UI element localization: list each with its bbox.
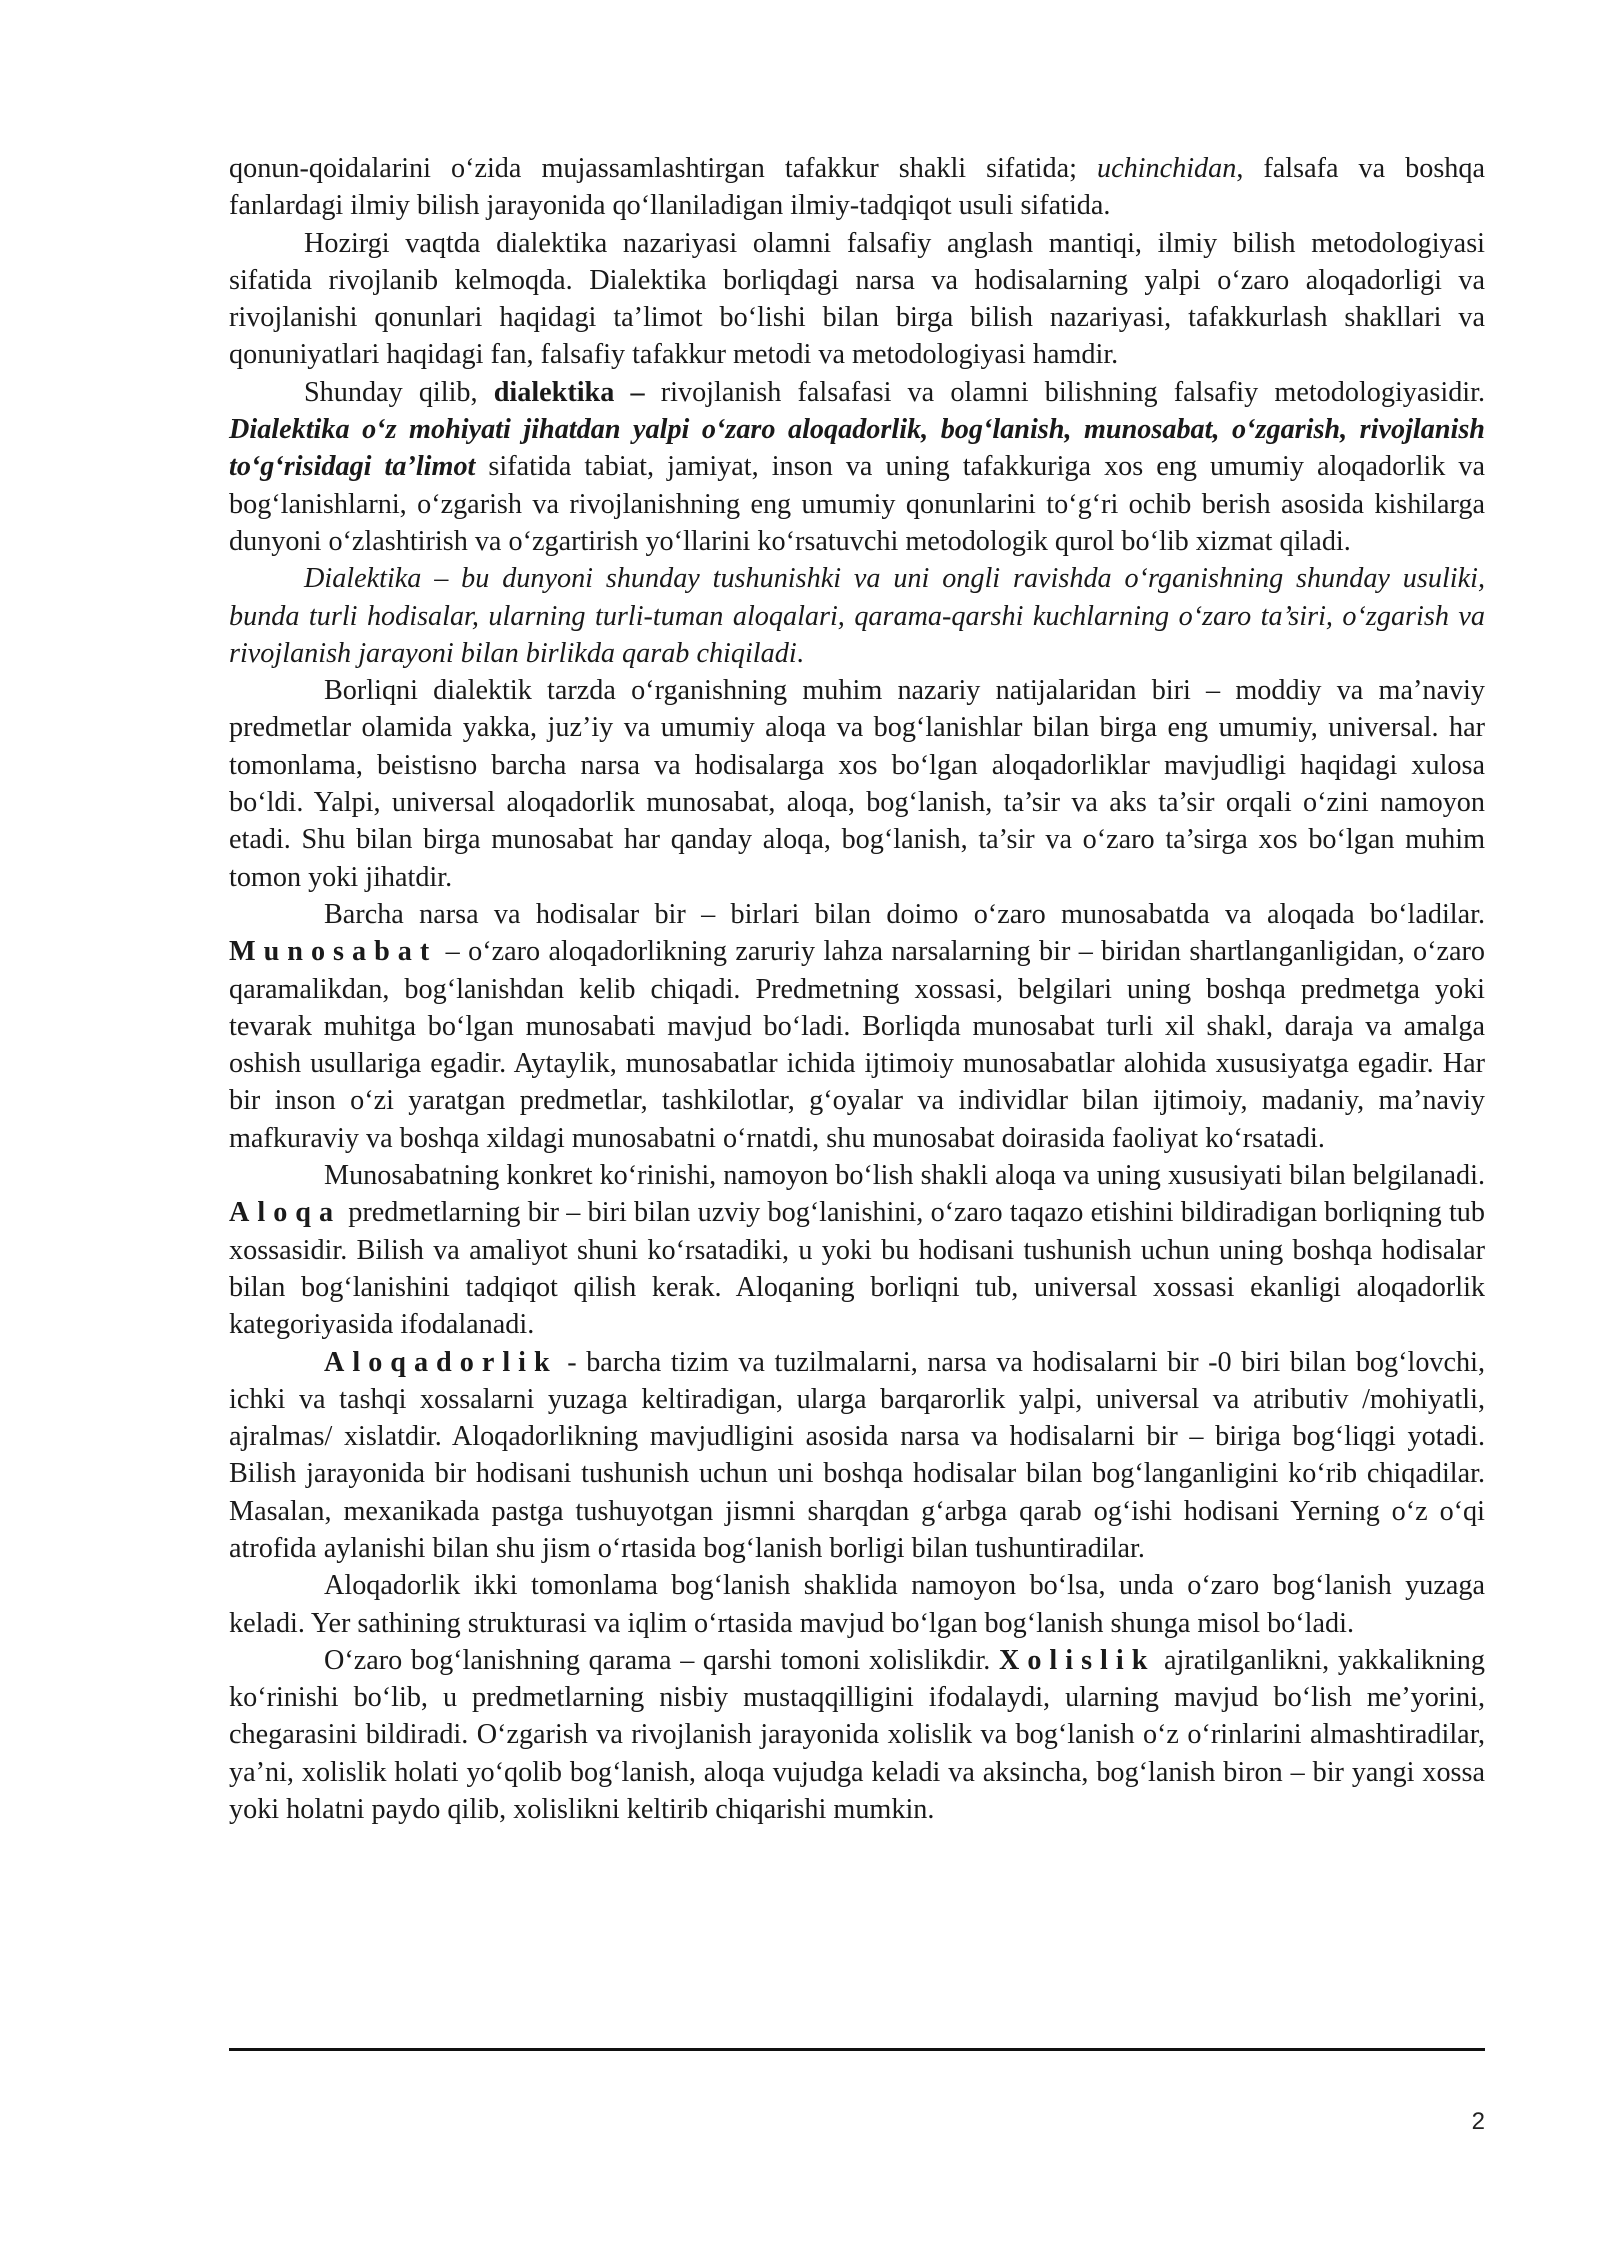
- bold-term-dialektika: dialektika –: [493, 376, 645, 408]
- text: Munosabatning konkret ko‘rinishi, namoyon bo‘lish shakli aloqa va uning xususiyati bilan belgilanadi.: [324, 1160, 1486, 1192]
- spaced-term-xolislik: Xolislik: [998, 1644, 1156, 1676]
- paragraph-2: Hozirgi vaqtda dialektika nazariyasi olamni falsafiy anglash mantiqi, ilmiy bilish metodologiyasi sifatida rivojlanib kelmoqda. Dialektika borliqdagi narsa va hodisalarning yalpi o‘zaro aloqadorligi va rivojlanishi qonunlari haqidagi ta’limot bo‘lishi bilan birga bilish nazariyasi, tafakkurlash shakllari va qonuniyatlari haqidagi fan, falsafiy tafakkur metodi va metodologiyasi hamdir.: [229, 227, 1485, 371]
- text: qonun-qoidalarini o‘zida mujassamlashtirgan tafakkur shakli sifatida;: [229, 153, 1097, 184]
- paragraph-4: Dialektika – bu dunyoni shunday tushunishki va uni ongli ravishda o‘rganishning shunday usuliki, bunda turli hodisalar, ularning turli-tuman aloqalari, qarama-qarshi kuchlarning o‘zaro ta’siri, o‘zgarish va rivojlanish jarayoni bilan birlikda qarab chiqiladi.: [229, 563, 1485, 669]
- paragraph-9: Aloqadorlik ikki tomonlama bog‘lanish shaklida namoyon bo‘lsa, unda o‘zaro bog‘lanish yuzaga keladi. Yer sathining strukturasi va iqlim o‘rtasida mavjud bo‘lgan bog‘lanish shunga misol bo‘ladi.: [229, 1570, 1485, 1639]
- page-number: 2: [1471, 2108, 1485, 2135]
- spaced-term-aloqadorlik: Aloqadorlik: [324, 1346, 558, 1378]
- paragraph-8: [229, 1344, 1485, 1568]
- text: sifatida tabiat, jamiyat, inson va uning tafakkuriga xos eng umumiy aloqadorlik va bog‘lanishlarni, o‘zgarish va rivojlanishning eng umumiy qonunlarini to‘g‘ri ochib berish asosida kishilarga dunyoni o‘zlashtirish va o‘zgartirish yo‘llarini ko‘rsatuvchi metodologik qurol bo‘lib xizmat qiladi.: [229, 451, 1485, 557]
- text: Barcha narsa va hodisalar bir – birlari bilan doimo o‘zaro munosabatda va aloqada bo‘ladilar.: [324, 898, 1485, 930]
- paragraph-5: Borliqni dialektik tarzda o‘rganishning muhim nazariy natijalaridan biri – moddiy va ma’naviy predmetlar olamida yakka, juz’iy va umumiy aloqa va bog‘lanishlar bilan birga eng umumiy, universal. har tomonlama, beistisno barcha narsa va hodisalarga xos bo‘lgan aloqadorliklar mavjudligi haqidagi xulosa bo‘ldi. Yalpi, universal aloqadorlik munosabat, aloqa, bog‘lanish, ta’sir va aks ta’sir orqali o‘zini namoyon etadi. Shu bilan birga munosabat har qanday aloqa, bog‘lanish, ta’sir va o‘zaro ta’sirga xos bo‘lgan muhim tomon yoki jihatdir.: [229, 675, 1485, 893]
- paragraph-3: [229, 374, 1485, 560]
- text: – o‘zaro aloqadorlikning zaruriy lahza narsalarning bir – biridan shartlanganligidan, o‘zaro qaramalikdan, bog‘lanishdan kelib chiqadi. Predmetning xossasi, belgilari uning boshqa predmetga yoki tevarak muhitga bo‘lgan munosabati mavjud bo‘ladi. Borliqda munosabat turli xil shakl, daraja va amalga oshish usullariga egadir. Aytaylik, munosabatlar ichida ijtimoiy munosabatlar alohida xususiyatga egadir. Har bir inson o‘zi yaratgan predmetlar, tashkilotlar, g‘oyalar va individlar bilan ijtimoiy, madaniy, ma’naviy mafkuraviy va boshqa xildagi munosabatni o‘rnatdi, shu munosabat doirasida faoliyat ko‘rsatadi.: [229, 936, 1485, 1154]
- text: - barcha tizim va tuzilmalarni, narsa va hodisalarni bir -0 biri bilan bog‘lovchi, ichki va tashqi xossalarni yuzaga keltiradigan, ularga barqarorlik yalpi, universal va atributiv /mohiyatli, ajralmas/ xislatdir. Aloqadorlikning mavjudligini asosida narsa va hodisalarni bir – biriga bog‘liqgi yotadi. Bilish jarayonida bir hodisani tushunish uchun uni boshqa hodisalar bilan bog‘langanligini ko‘rib chiqadilar. Masalan, mexanikada pastga tushuyotgan jismni sharqdan g‘arbga qarab og‘ishi hodisani Yerning o‘z o‘qi atrofida aylanishi bilan shu jism o‘rtasida bog‘lanish borligi bilan tushuntiradilar.: [229, 1346, 1485, 1564]
- paragraph-6: [229, 896, 1485, 1157]
- spaced-term-munosabat: Munosabat: [229, 936, 438, 968]
- italic-definition: Dialektika – bu dunyoni shunday tushunishki va uni ongli ravishda o‘rganishning shunday usuliki, bunda turli hodisalar, ularning turli-tuman aloqalari, qarama-qarshi kuchlarning o‘zaro ta’siri, o‘zgarish va rivojlanish jarayoni bilan birlikda qarab chiqiladi: [229, 563, 1485, 669]
- text: predmetlarning bir – biri bilan uzviy bog‘lanishini, o‘zaro taqazo etishini bildiradigan borliqning tub xossasidir. Bilish va amaliyot shuni ko‘rsatadiki, u yoki bu hodisani tushunish uchun uning boshqa hodisalar bilan bog‘lanishini tadqiqot qilish kerak. Aloqaning borliqni tub, universal xossasi ekanligi aloqadorlik kategoriyasida ifodalanadi.: [229, 1197, 1485, 1341]
- italic-term: uchinchidan: [1096, 153, 1237, 184]
- bold-italic-definition: Dialektika o‘z mohiyati jihatdan yalpi o‘zaro aloqadorlik, bog‘lanish, munosabat, o‘zgarish, rivojlanish to‘g‘risidagi ta’limot: [229, 414, 1485, 483]
- paragraph-1: [229, 150, 1485, 225]
- text: Shunday qilib,: [304, 376, 494, 408]
- paragraph-7: [229, 1157, 1485, 1343]
- text: O‘zaro bog‘lanishning qarama – qarshi tomoni xolislikdir.: [324, 1644, 999, 1676]
- text: , falsafa va boshqa fanlardagi ilmiy bilish jarayonida qo‘llaniladigan ilmiy-tadqiqot usuli sifatida.: [229, 153, 1485, 222]
- text: ajratilganlikni, yakkalikning ko‘rinishi bo‘lib, u predmetlarning nisbiy mustaqqilligini ifodalaydi, ularning mavjud bo‘lish me’yorini, chegarasini bildiradi. O‘zgarish va rivojlanish jarayonida xolislik va bog‘lanish o‘z o‘rinlarini almashtiradilar, ya’ni, xolislik holati yo‘qolib bog‘lanish, aloqa vujudga keladi va aksincha, bog‘lanish biron – bir yangi xossa yoki holatni paydo qilib, xolislikni keltirib chiqarishi mumkin.: [229, 1644, 1485, 1826]
- text: rivojlanish falsafasi va olamni bilishning falsafiy metodologiyasidir.: [644, 376, 1486, 408]
- spaced-term-aloqa: Aloqa: [229, 1197, 342, 1229]
- document-body: [229, 150, 1485, 1828]
- paragraph-10: [229, 1642, 1485, 1828]
- footer-rule: [229, 2048, 1485, 2051]
